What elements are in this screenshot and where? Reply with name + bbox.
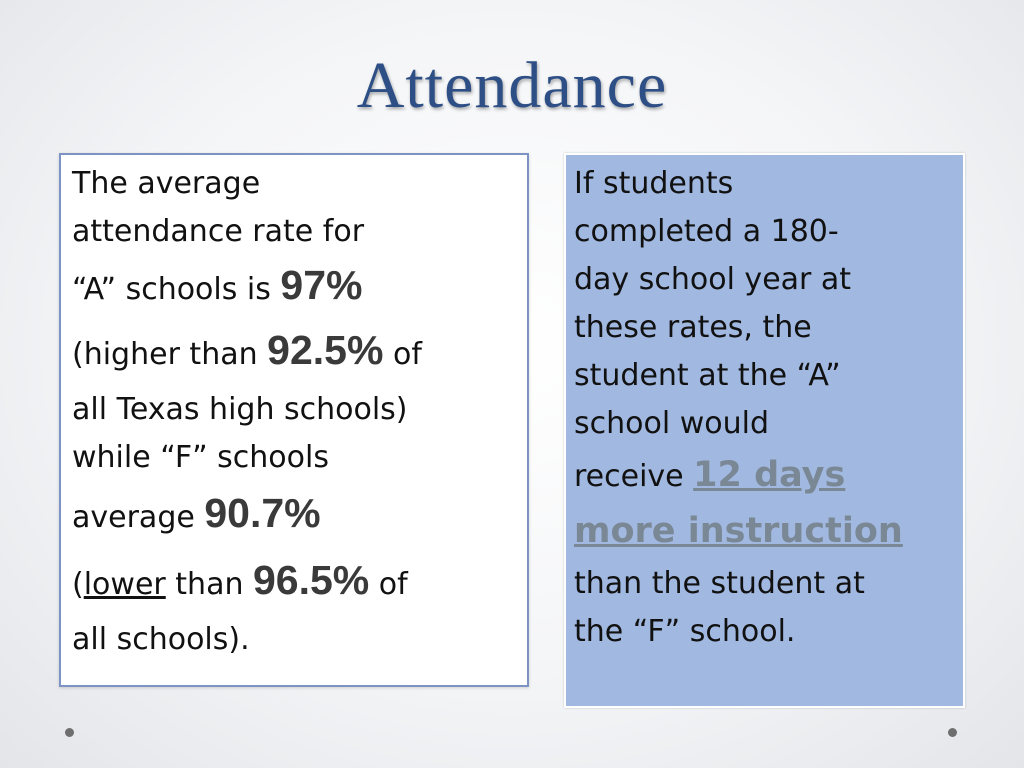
left-line-9: all schools).	[72, 622, 250, 657]
corner-dot-right	[948, 728, 957, 737]
right-line-7-text: receive	[574, 459, 694, 494]
left-paragraph	[72, 160, 522, 664]
highlight-12-days: 12 days	[693, 455, 846, 495]
right-line-5: student at the “A”	[574, 358, 841, 393]
left-line-1: The average	[72, 166, 261, 201]
left-line-7	[72, 482, 522, 549]
right-line-9: than the student at	[574, 566, 865, 601]
left-line-5: all Texas high schools)	[72, 392, 408, 427]
right-line-1: If students	[574, 166, 734, 201]
left-line-8-than: than	[165, 567, 253, 602]
left-line-8-open: (	[72, 567, 84, 602]
right-line-3: day school year at	[574, 262, 852, 297]
left-line-8	[72, 549, 522, 616]
right-line-2: completed a 180-	[574, 214, 839, 249]
left-line-6: while “F” schools	[72, 440, 329, 475]
right-line-6: school would	[574, 406, 769, 441]
right-line-8	[574, 504, 954, 560]
left-line-8-end: of	[369, 567, 408, 602]
left-line-7-text: average	[72, 500, 205, 535]
highlight-more-instruction: more instruction	[574, 511, 903, 551]
stat-a-rate: 97%	[280, 262, 363, 308]
stat-f-rate: 90.7%	[204, 490, 321, 536]
left-line-4	[72, 319, 522, 386]
right-line-7	[574, 448, 954, 504]
lower-word: lower	[83, 567, 166, 602]
corner-dot-left	[65, 728, 74, 737]
slide-title: Attendance	[356, 49, 668, 122]
left-line-4-text: (higher than	[72, 337, 268, 372]
left-line-3	[72, 256, 522, 319]
right-paragraph	[574, 160, 954, 656]
left-line-3-text: “A” schools is	[72, 272, 281, 307]
stat-lower-than: 96.5%	[253, 557, 370, 603]
left-line-4-end: of	[383, 337, 422, 372]
right-line-4: these rates, the	[574, 310, 812, 345]
left-line-2: attendance rate for	[72, 214, 365, 249]
right-line-10: the “F” school.	[574, 614, 796, 649]
stat-higher-than: 92.5%	[267, 327, 384, 373]
